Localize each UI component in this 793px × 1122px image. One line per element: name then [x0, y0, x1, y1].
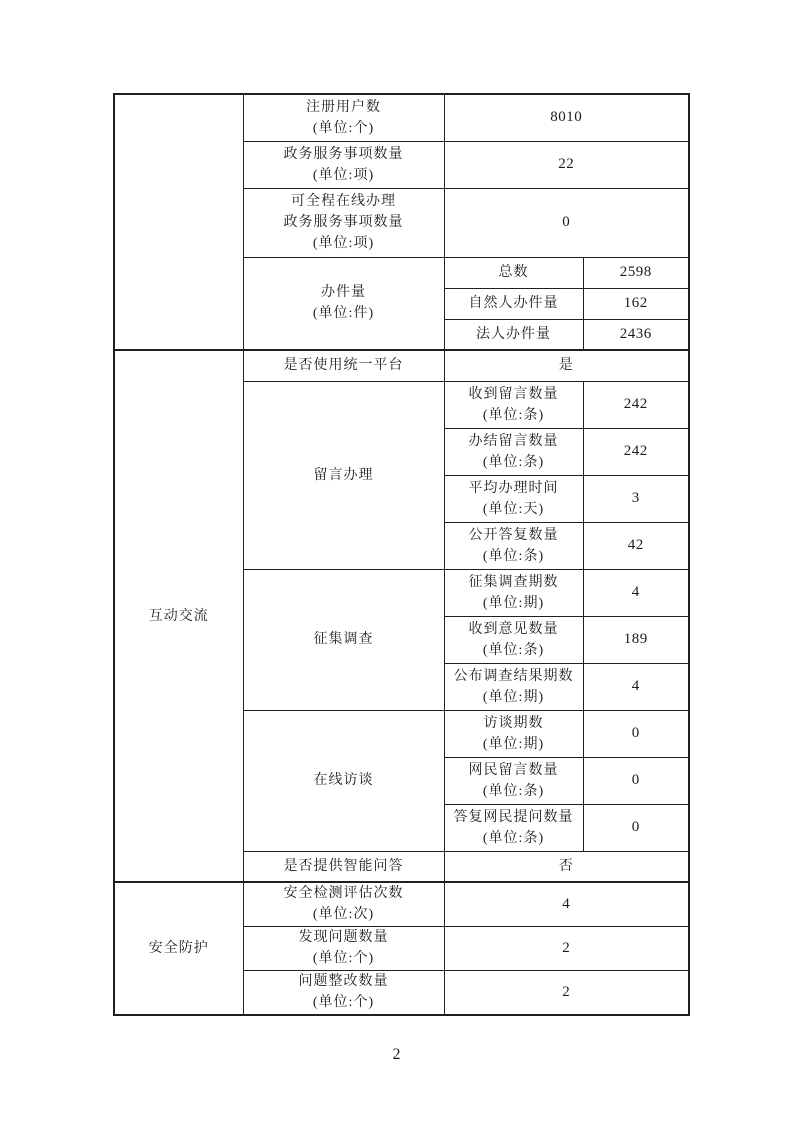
indicator-name: 征集调查期数 — [468, 574, 559, 590]
indicator-value-security-assessments: 4 — [444, 882, 689, 926]
indicator-name: 答复网民提问数量 — [453, 809, 574, 825]
page-number: 2 — [392, 1046, 401, 1063]
indicator-unit: (单位:条) — [482, 830, 545, 846]
sub-indicator-value-interview-periods: 0 — [583, 710, 689, 757]
indicator-name: 访谈期数 — [483, 715, 544, 731]
indicator-name: 办结留言数量 — [468, 433, 559, 449]
indicator-label-problems-found — [243, 926, 444, 970]
report-statistics-table — [113, 93, 690, 1016]
sub-indicator-label-messages-resolved — [444, 428, 583, 475]
category-cell-interaction: 互动交流 — [114, 350, 243, 882]
sub-indicator-value-survey-results-published: 4 — [583, 663, 689, 710]
indicator-label-registered-users — [243, 94, 444, 141]
indicator-unit: (单位:个) — [312, 120, 375, 136]
indicator-unit: (单位:个) — [312, 951, 375, 966]
sub-indicator-value-natural-person: 162 — [583, 288, 689, 319]
indicator-unit: (单位:项) — [312, 236, 375, 251]
indicator-value-smart-qa: 否 — [444, 851, 689, 882]
sub-indicator-value-netizen-messages: 0 — [583, 757, 689, 804]
indicator-name: 网民留言数量 — [468, 762, 559, 778]
indicator-unit: (单位:条) — [482, 783, 545, 799]
indicator-unit: (单位:期) — [482, 736, 545, 752]
indicator-name: 注册用户数 — [306, 99, 381, 115]
indicator-name: 平均办理时间 — [468, 480, 559, 496]
sub-indicator-label-legal-person: 法人办件量 — [444, 319, 583, 350]
indicator-unit: (单位:个) — [312, 995, 375, 1011]
indicator-value-unified-platform: 是 — [444, 350, 689, 381]
indicator-label-security-assessments — [243, 882, 444, 926]
indicator-unit: (单位:条) — [482, 642, 545, 658]
indicator-value-online-items: 0 — [444, 188, 689, 257]
sub-indicator-value-average-handling-time: 3 — [583, 475, 689, 522]
sub-indicator-label-messages-received — [444, 381, 583, 428]
sub-indicator-value-messages-resolved: 242 — [583, 428, 689, 475]
group-name: 办件量 — [321, 285, 366, 301]
indicator-label-unified-platform: 是否使用统一平台 — [243, 350, 444, 381]
indicator-name: 安全检测评估次数 — [283, 886, 404, 902]
sub-indicator-label-average-handling-time — [444, 475, 583, 522]
indicator-unit: (单位:条) — [482, 407, 545, 423]
sub-indicator-label-public-replies — [444, 522, 583, 569]
group-label-survey: 征集调查 — [243, 569, 444, 710]
indicator-unit: (单位:次) — [312, 907, 375, 923]
indicator-unit: (单位:期) — [482, 689, 545, 705]
indicator-value-problems-found: 2 — [444, 926, 689, 970]
indicator-label-online-items — [243, 188, 444, 257]
sub-indicator-value-opinions-received: 189 — [583, 616, 689, 663]
sub-indicator-value-survey-periods: 4 — [583, 569, 689, 616]
indicator-unit: (单位:条) — [482, 454, 545, 470]
group-label-message-handling: 留言办理 — [243, 381, 444, 569]
indicator-unit: (单位:条) — [482, 548, 545, 564]
group-label-online-interview: 在线访谈 — [243, 710, 444, 851]
sub-indicator-value-public-replies: 42 — [583, 522, 689, 569]
indicator-name: 政务服务事项数量 — [283, 146, 404, 162]
indicator-name: 问题整改数量 — [298, 974, 389, 990]
group-label-volume — [243, 257, 444, 350]
indicator-value-registered-users: 8010 — [444, 94, 689, 141]
indicator-label-service-items — [243, 141, 444, 188]
category-cell-blank — [114, 94, 243, 350]
sub-indicator-value-total: 2598 — [583, 257, 689, 288]
sub-indicator-value-netizen-questions-answered: 0 — [583, 804, 689, 851]
indicator-name-line1: 可全程在线办理 — [291, 194, 396, 209]
indicator-unit: (单位:项) — [312, 167, 375, 183]
indicator-unit: (单位:天) — [482, 501, 545, 517]
sub-indicator-label-netizen-questions-answered — [444, 804, 583, 851]
indicator-name: 公布调查结果期数 — [453, 668, 574, 684]
indicator-label-smart-qa: 是否提供智能问答 — [243, 851, 444, 882]
sub-indicator-label-opinions-received — [444, 616, 583, 663]
group-unit: (单位:件) — [312, 306, 375, 322]
indicator-value-service-items: 22 — [444, 141, 689, 188]
sub-indicator-label-netizen-messages — [444, 757, 583, 804]
category-cell-security: 安全防护 — [114, 882, 243, 1015]
sub-indicator-label-natural-person: 自然人办件量 — [444, 288, 583, 319]
sub-indicator-label-total: 总数 — [444, 257, 583, 288]
indicator-unit: (单位:期) — [482, 595, 545, 611]
sub-indicator-value-legal-person: 2436 — [583, 319, 689, 350]
sub-indicator-label-survey-periods — [444, 569, 583, 616]
indicator-name-line2: 政务服务事项数量 — [283, 215, 404, 230]
indicator-name: 收到留言数量 — [468, 386, 559, 402]
indicator-name: 发现问题数量 — [298, 930, 389, 945]
sub-indicator-value-messages-received: 242 — [583, 381, 689, 428]
sub-indicator-label-interview-periods — [444, 710, 583, 757]
indicator-value-problems-rectified: 2 — [444, 970, 689, 1015]
sub-indicator-label-survey-results-published — [444, 663, 583, 710]
indicator-name: 公开答复数量 — [468, 527, 559, 543]
indicator-label-problems-rectified — [243, 970, 444, 1015]
indicator-name: 收到意见数量 — [468, 621, 559, 637]
